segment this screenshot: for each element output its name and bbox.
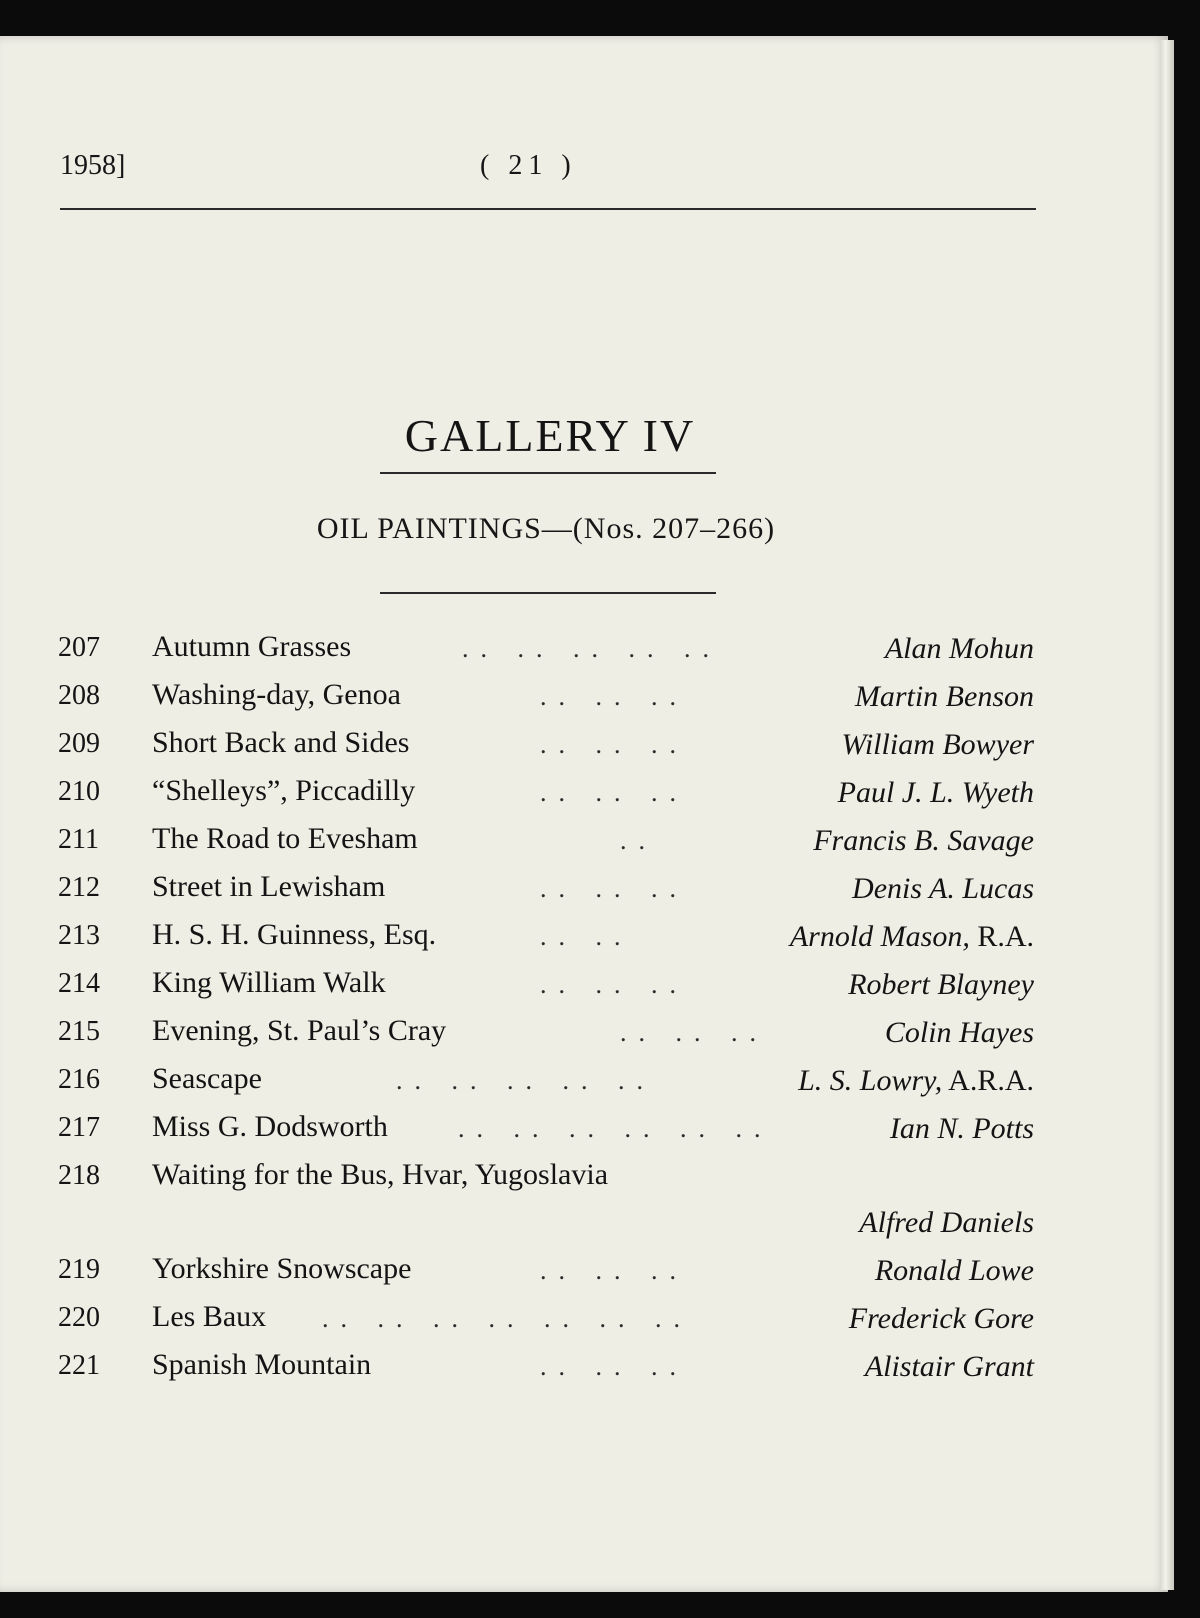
artist-name: Robert Blayney: [848, 968, 1034, 1001]
entry-number: 210: [58, 776, 100, 807]
artist-name: Arnold Mason,: [789, 920, 970, 953]
section-subtitle: OIL PAINTINGS—(Nos. 207–266): [316, 512, 776, 545]
entry-leader: .. .. ..: [620, 1018, 768, 1047]
entry-leader: .. .. ..: [540, 778, 688, 807]
artist-name: Denis A. Lucas: [852, 872, 1034, 905]
entry-title: Street in Lewisham: [152, 870, 386, 903]
entry-number: 216: [58, 1064, 100, 1095]
artist-name: L. S. Lowry,: [798, 1064, 943, 1097]
entry-title: Waiting for the Bus, Hvar, Yugoslavia: [152, 1158, 609, 1191]
artist-name: Alistair Grant: [864, 1350, 1034, 1383]
entry-artist: [885, 632, 1034, 666]
entry-number: 217: [58, 1112, 100, 1143]
artist-name: Frederick Gore: [848, 1302, 1034, 1335]
entry-title: Autumn Grasses: [152, 630, 352, 663]
entry-leader: .. .. ..: [540, 682, 688, 711]
entry-title: Short Back and Sides: [152, 726, 410, 759]
artist-name: Francis B. Savage: [813, 824, 1034, 857]
entry-artist: [859, 1206, 1034, 1240]
entry-number: 218: [58, 1160, 100, 1191]
entry-artist: [798, 1064, 1034, 1098]
entry-number: 213: [58, 920, 100, 951]
entry-title: The Road to Evesham: [152, 822, 418, 855]
gallery-title: GALLERY IV: [404, 409, 696, 461]
entry-leader: .. .. ..: [540, 970, 688, 999]
entry-artist: [890, 1112, 1034, 1146]
artist-name: William Bowyer: [841, 728, 1034, 761]
entry-title: Washing-day, Genoa: [152, 678, 401, 711]
entry-number: 220: [58, 1302, 100, 1333]
entry-number: 215: [58, 1016, 100, 1047]
entry-title: Seascape: [152, 1062, 262, 1095]
entry-number: 212: [58, 872, 100, 903]
entry-title: Les Baux: [152, 1300, 267, 1333]
header-year: 1958]: [60, 150, 126, 181]
entry-title: Spanish Mountain: [152, 1348, 372, 1381]
entry-leader: .. .. .. .. ..: [396, 1066, 655, 1095]
artist-name: Paul J. L. Wyeth: [837, 776, 1034, 809]
entry-artist: [885, 1016, 1034, 1050]
entry-title: King William Walk: [152, 966, 386, 999]
entry-title: Evening, St. Paul’s Cray: [152, 1014, 447, 1047]
entry-artist: [852, 872, 1034, 906]
entry-artist: [848, 968, 1034, 1002]
entry-artist: [875, 1254, 1034, 1288]
entry-number: 207: [58, 632, 100, 663]
artist-name: Ian N. Potts: [889, 1112, 1034, 1145]
entry-leader: .. .. .. .. ..: [462, 634, 721, 663]
entry-leader: .. .. ..: [540, 874, 688, 903]
entry-number: 221: [58, 1350, 100, 1381]
artist-name: Alan Mohun: [884, 632, 1034, 665]
artist-name: Alfred Daniels: [859, 1206, 1034, 1239]
entry-number: 219: [58, 1254, 100, 1285]
artist-suffix: R.A.: [969, 920, 1034, 953]
entry-artist: [842, 728, 1034, 762]
entry-leader: .. ..: [540, 922, 633, 951]
entry-artist: [790, 920, 1034, 954]
entry-leader: .. .. ..: [540, 1352, 688, 1381]
entry-title: H. S. H. Guinness, Esq.: [152, 918, 437, 951]
entry-artist: [849, 1302, 1034, 1336]
entry-title: Yorkshire Snowscape: [152, 1252, 412, 1285]
entry-number: 209: [58, 728, 100, 759]
artist-name: Colin Hayes: [884, 1016, 1034, 1049]
artist-name: Martin Benson: [854, 680, 1034, 713]
entry-leader: .. .. ..: [540, 730, 688, 759]
entry-leader: .. .. .. .. .. ..: [458, 1114, 773, 1143]
entry-number: 208: [58, 680, 100, 711]
entry-title: “Shelleys”, Piccadilly: [152, 774, 416, 807]
entry-number: 211: [58, 824, 99, 855]
entry-artist: [855, 680, 1034, 714]
entry-number: 214: [58, 968, 100, 999]
entry-leader: ..: [620, 826, 657, 855]
artist-suffix: A.R.A.: [942, 1064, 1034, 1097]
entry-title: Miss G. Dodsworth: [152, 1110, 388, 1143]
entry-leader: .. .. ..: [540, 1256, 688, 1285]
page-number: ( 21 ): [480, 150, 577, 181]
entry-artist: [838, 776, 1034, 810]
entry-artist: [865, 1350, 1034, 1384]
entry-leader: .. .. .. .. .. .. ..: [322, 1304, 692, 1333]
artist-name: Ronald Lowe: [874, 1254, 1034, 1287]
entry-artist: [813, 824, 1034, 858]
